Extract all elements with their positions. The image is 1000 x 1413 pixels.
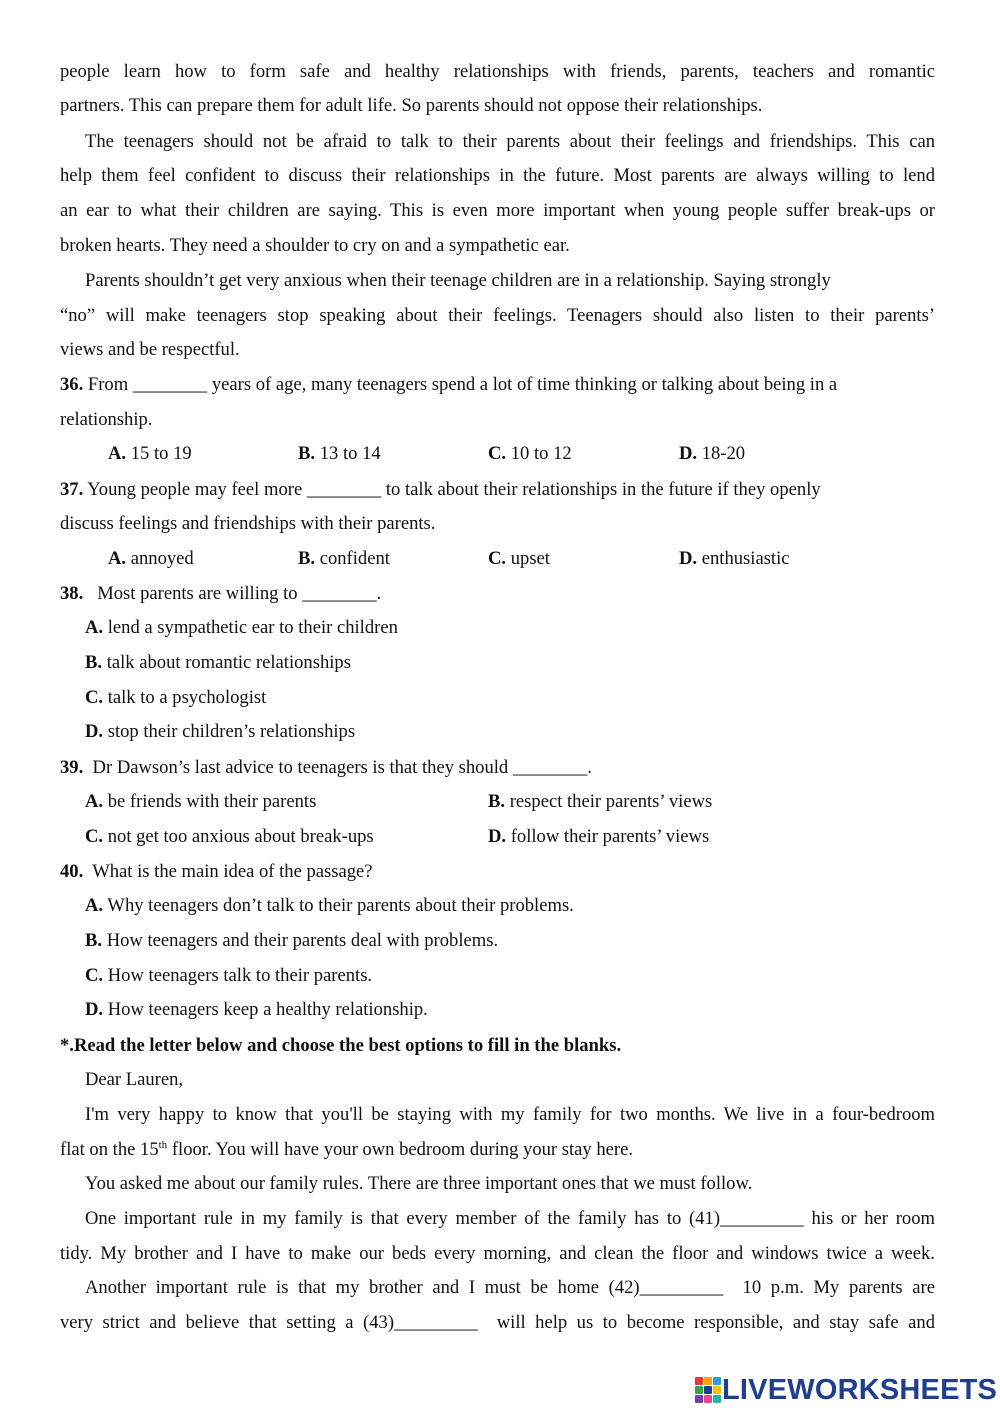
question-number: 36. [60,374,84,395]
option-d[interactable]: D. follow their parents’ views [488,826,710,847]
letter-line: flat on the 15th floor. You will have your own bedroom during your stay here. [60,1139,634,1160]
letter-greeting: Dear Lauren, [85,1069,184,1090]
option-a[interactable]: A. annoyed [108,548,194,569]
option-d[interactable]: D. How teenagers keep a healthy relationship. [85,999,428,1020]
option-c[interactable]: C. upset [488,548,550,569]
passage-line: views and be respectful. [60,339,240,360]
logo-text: LIVEWORKSHEETS [722,1373,998,1406]
question-38 [60,583,935,605]
option-c[interactable]: C. talk to a psychologist [85,687,267,708]
option-d[interactable]: D. stop their children’s relationships [85,721,356,742]
question-text: What is the main idea of the passage? [83,861,373,882]
question-number: 39. [60,757,84,778]
question-text: Dr Dawson’s last advice to teenagers is that they should ________. [83,757,592,778]
option-d[interactable]: D. enthusiastic [679,548,790,569]
option-b[interactable]: B. How teenagers and their parents deal with problems. [85,930,499,951]
letter-line-blank-41: One important rule in my family is that every member of the family has to (41)_________ his or her room [85,1208,935,1229]
passage-line: Parents shouldn’t get very anxious when their teenage children are in a relationship. Saying strongly [85,270,831,291]
passage-line: partners. This can prepare them for adult life. So parents should not oppose their relationships. [60,95,763,116]
question-36 [60,374,935,396]
passage-line: an ear to what their children are saying. This is even more important when young people suffer break-ups or [60,200,935,221]
question-number: 38. [60,583,84,604]
letter-line: You asked me about our family rules. There are three important ones that we must follow. [85,1173,753,1194]
question-text: From ________ years of age, many teenagers spend a lot of time thinking or talking about being in a [83,374,838,395]
question-number: 37. [60,479,84,500]
passage-line: people learn how to form safe and healthy relationships with friends, parents, teachers and romantic [60,61,935,82]
option-a[interactable]: A. lend a sympathetic ear to their children [85,617,398,638]
question-text: Young people may feel more ________ to talk about their relationships in the future if they openly [83,479,821,500]
option-a[interactable]: A. Why teenagers don’t talk to their parents about their problems. [85,895,574,916]
option-d[interactable]: D. 18-20 [679,443,746,464]
passage-line: The teenagers should not be afraid to talk to their parents about their feelings and friendships. This can [85,131,935,152]
option-b[interactable]: B. respect their parents’ views [488,791,713,812]
question-40 [60,861,935,883]
question-number: 40. [60,861,84,882]
letter-line-blank-42: Another important rule is that my brother and I must be home (42)_________ 10 p.m. My parents are [85,1277,935,1298]
passage-line: help them feel confident to discuss their relationships in the future. Most parents are always willing to lend [60,165,935,186]
letter-line-blank-43: very strict and believe that setting a (43)_________ will help us to become responsible, and stay safe and [60,1312,935,1333]
option-b[interactable]: B. 13 to 14 [298,443,381,464]
letter-line: tidy. My brother and I have to make our beds every morning, and clean the floor and windows twice a week. [60,1243,935,1264]
option-c[interactable]: C. How teenagers talk to their parents. [85,965,373,986]
option-b[interactable]: B. talk about romantic relationships [85,652,351,673]
question-text: Most parents are willing to ________. [83,583,382,604]
question-text-cont: discuss feelings and friendships with their parents. [60,513,436,534]
logo-mark-icon [695,1377,721,1403]
question-37 [60,479,935,501]
option-b[interactable]: B. confident [298,548,390,569]
section-instruction: *.Read the letter below and choose the best options to fill in the blanks. [60,1035,622,1056]
letter-line: I'm very happy to know that you'll be staying with my family for two months. We live in a four-bedroom [85,1104,935,1125]
option-c[interactable]: C. not get too anxious about break-ups [85,826,374,847]
option-a[interactable]: A. be friends with their parents [85,791,317,812]
question-text-cont: relationship. [60,409,153,430]
ordinal-superscript: th [158,1139,168,1151]
passage-line: broken hearts. They need a shoulder to cry on and a sympathetic ear. [60,235,570,256]
passage-line: “no” will make teenagers stop speaking about their feelings. Teenagers should also listen to their parents’ [60,305,935,326]
liveworksheets-logo [695,1373,997,1407]
question-39 [60,757,935,779]
option-c[interactable]: C. 10 to 12 [488,443,572,464]
option-a[interactable]: A. 15 to 19 [108,443,192,464]
